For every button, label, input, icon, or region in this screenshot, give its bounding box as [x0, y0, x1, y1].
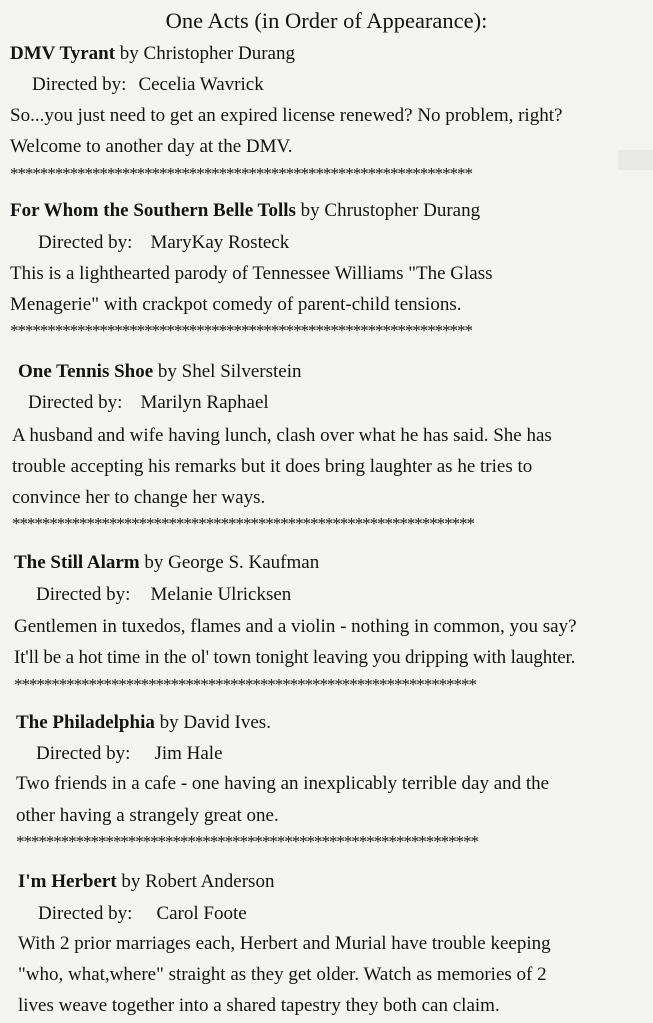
play-author: by Shel Silverstein — [153, 361, 302, 382]
play-6-description-line-2: "who, what,where" straight as they get older. Watch as memories of 2 — [18, 964, 547, 985]
play-author: by Christopher Durang — [115, 43, 295, 64]
play-6-title-line — [18, 870, 274, 894]
play-5-description-line-2: other having a strangely great one. — [16, 805, 279, 826]
page-heading: One Acts (in Order of Appearance): — [165, 8, 488, 33]
play-4-director-line — [36, 583, 291, 607]
play-1-description-line-1: So...you just need to get an expired license renewed? No problem, right? — [10, 105, 563, 126]
play-6-description-line-1: With 2 prior marriages each, Herbert and Murial have trouble keeping — [18, 933, 551, 954]
play-3-description-line-3: convince her to change her ways. — [12, 487, 266, 508]
bleed-through-text — [618, 150, 653, 170]
separator-line: ************************************************************** — [10, 165, 472, 183]
director-name: Carol Foote — [156, 903, 247, 924]
play-title: One Tennis Shoe — [18, 361, 154, 382]
director-name: Marilyn Raphael — [140, 392, 269, 413]
director-name: MaryKay Rosteck — [150, 232, 290, 253]
play-author: by Robert Anderson — [116, 871, 275, 892]
director-label: Directed by: — [36, 743, 131, 764]
director-label: Directed by: — [36, 584, 131, 605]
play-2-director-line — [38, 231, 289, 255]
director-name: Jim Hale — [154, 743, 223, 764]
play-4-description-line-2: It'll be a hot time in the ol' town tonight leaving you dripping with laughter. — [14, 647, 576, 668]
director-label: Directed by: — [32, 74, 127, 95]
play-title: For Whom the Southern Belle Tolls — [10, 200, 296, 221]
play-3-director-line — [28, 391, 269, 415]
play-3-description-line-2: trouble accepting his remarks but it does bring laughter as he tries to — [12, 456, 533, 477]
director-name: Cecelia Wavrick — [138, 74, 264, 95]
play-3-description-line-1: A husband and wife having lunch, clash over what he has said. She has — [12, 425, 552, 446]
play-6-description-line-3: lives weave together into a shared tapestry they both can claim. — [18, 995, 500, 1016]
play-2-description-line-2: Menagerie" with crackpot comedy of parent-child tensions. — [10, 294, 462, 315]
play-2-description-line-1: This is a lighthearted parody of Tennessee Williams "The Glass — [10, 263, 493, 284]
separator-line: ************************************************************** — [12, 515, 474, 533]
play-author: by David Ives. — [154, 712, 271, 733]
director-name: Melanie Ulricksen — [150, 584, 292, 605]
play-3-title-line — [18, 360, 301, 384]
play-title: DMV Tyrant — [10, 43, 116, 64]
play-title: I'm Herbert — [18, 871, 117, 892]
play-5-description-line-1: Two friends in a cafe - one having an inexplicably terrible day and the — [16, 773, 550, 794]
play-title: The Philadelphia — [16, 712, 155, 733]
play-author: by Chrustopher Durang — [295, 200, 481, 221]
play-1-director-line — [32, 73, 264, 97]
play-author: by George S. Kaufman — [139, 552, 320, 573]
play-1-title-line — [10, 42, 295, 66]
play-title: The Still Alarm — [14, 552, 140, 573]
play-5-title-line — [16, 711, 271, 735]
play-4-title-line — [14, 551, 319, 575]
play-5-director-line — [36, 742, 223, 766]
play-1-description-line-2: Welcome to another day at the DMV. — [10, 136, 293, 157]
play-2-title-line — [10, 199, 480, 223]
director-label: Directed by: — [38, 903, 133, 924]
director-label: Directed by: — [38, 232, 133, 253]
separator-line: ************************************************************** — [16, 833, 478, 851]
play-4-description-line-1: Gentlemen in tuxedos, flames and a violin - nothing in common, you say? — [14, 616, 577, 637]
play-6-director-line — [38, 902, 247, 926]
separator-line: ************************************************************** — [10, 322, 472, 340]
separator-line: ************************************************************** — [14, 676, 476, 694]
director-label: Directed by: — [28, 392, 123, 413]
